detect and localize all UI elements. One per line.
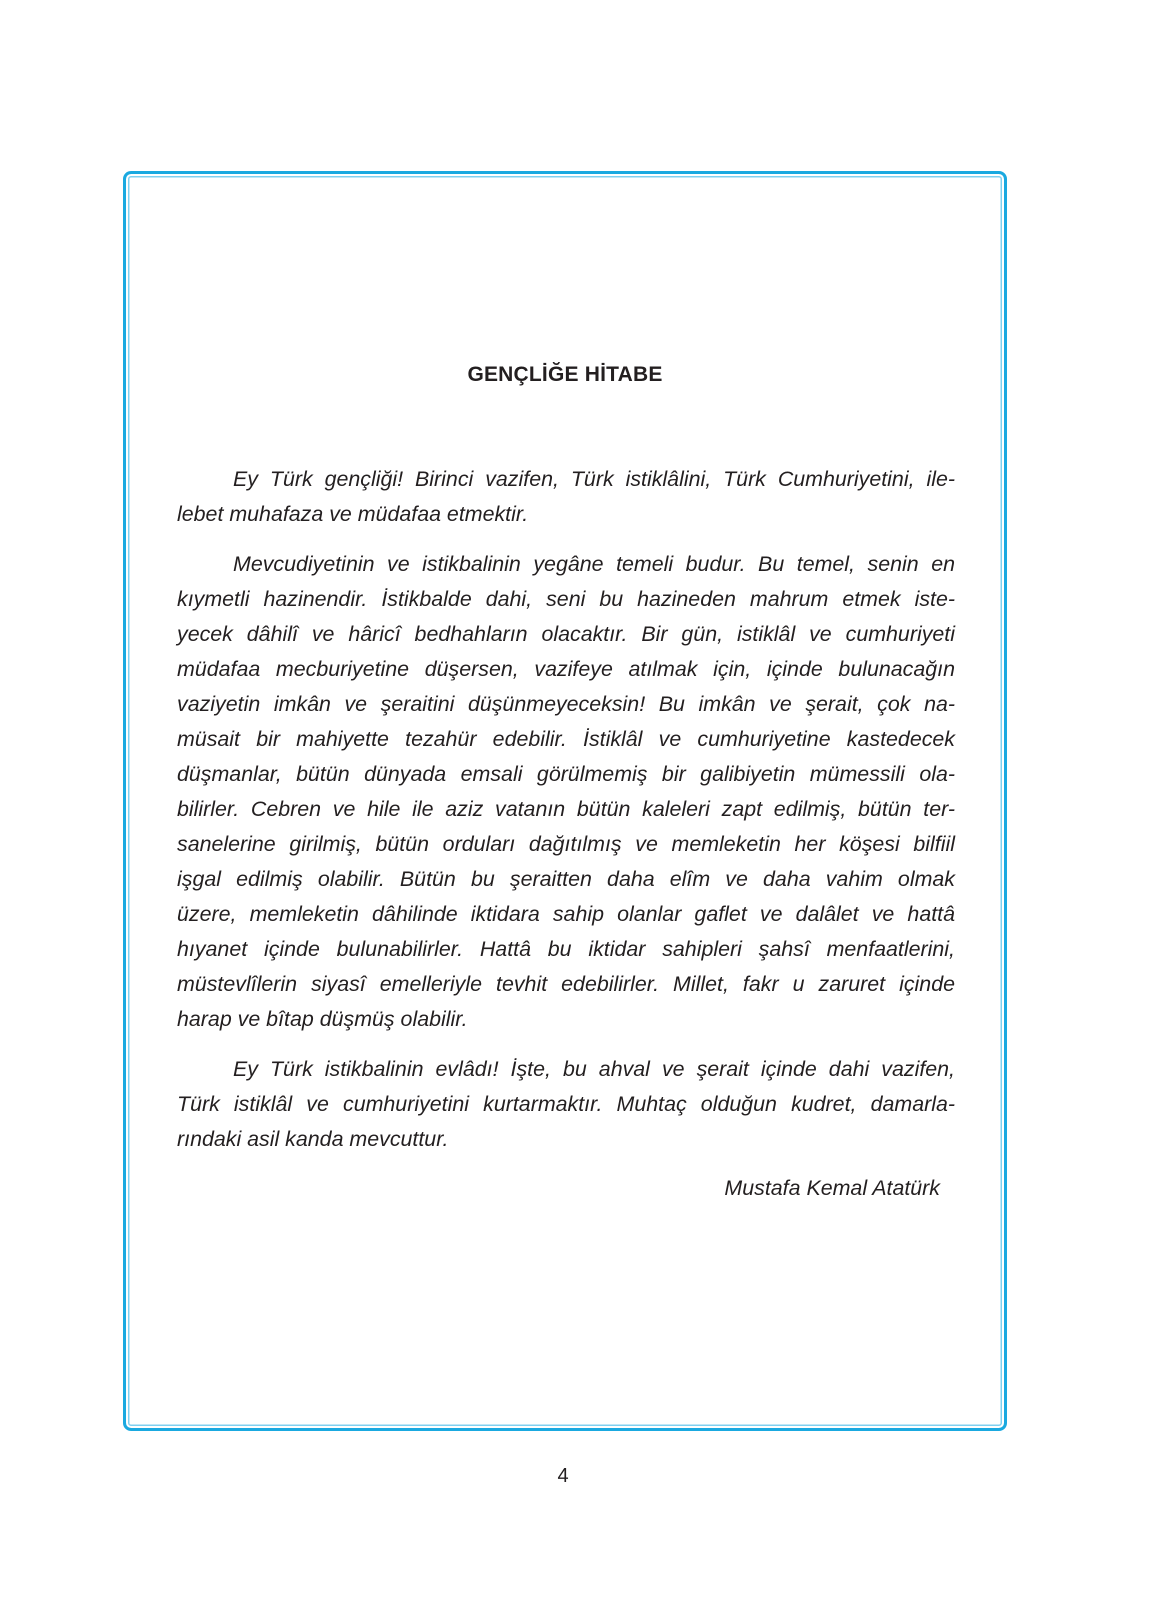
text-line: Türk istiklâl ve cumhuriyetini kurtarmaktır. Muhtaç olduğun kudret, damarla- (177, 1092, 955, 1116)
text-line: müsait bir mahiyette tezahür edebilir. İstiklâl ve cumhuriyetine kastedecek (177, 727, 955, 751)
text-line: rındaki asil kanda mevcuttur. (177, 1127, 449, 1151)
text-line: işgal edilmiş olabilir. Bütün bu şeraitten daha elîm ve daha vahim olmak (177, 867, 955, 891)
text-line: hıyanet içinde bulunabilirler. Hattâ bu iktidar sahipleri şahsî menfaatlerini, (177, 937, 955, 961)
text-line: sanelerine girilmiş, bütün orduları dağıtılmış ve memleketin her köşesi bilfiil (177, 832, 955, 856)
text-line: üzere, memleketin dâhilinde iktidara sahip olanlar gaflet ve dalâlet ve hattâ (177, 902, 955, 926)
text-line: düşmanlar, bütün dünyada emsali görülmemiş bir galibiyetin mümessili ola- (177, 762, 955, 786)
text-line: vaziyetin imkân ve şeraitini düşünmeyeceksin! Bu imkân ve şerait, çok na- (177, 692, 955, 716)
paragraph-2 (177, 547, 955, 1037)
text-line: müstevlîlerin siyasî emelleriyle tevhit edebilirler. Millet, fakr u zaruret içinde (177, 972, 955, 996)
page-number: 4 (557, 1465, 569, 1487)
text-line: harap ve bîtap düşmüş olabilir. (177, 1007, 468, 1031)
paragraph-1 (177, 462, 955, 532)
document-body (177, 462, 955, 1172)
text-line: yecek dâhilî ve hâricî bedhahların olacaktır. Bir gün, istiklâl ve cumhuriyeti (177, 622, 955, 646)
text-line: lebet muhafaza ve müdafaa etmektir. (177, 502, 529, 526)
paragraph-3 (177, 1052, 955, 1157)
signature: Mustafa Kemal Atatürk (724, 1176, 940, 1200)
text-line: bilirler. Cebren ve hile ile aziz vatanın bütün kaleleri zapt edilmiş, bütün ter- (177, 797, 955, 821)
text-line: müdafaa mecburiyetine düşersen, vazifeye atılmak için, içinde bulunacağın (177, 657, 955, 681)
text-line: Mevcudiyetinin ve istikbalinin yegâne temeli budur. Bu temel, senin en (233, 552, 955, 576)
text-line: kıymetli hazinendir. İstikbalde dahi, seni bu hazineden mahrum etmek iste- (177, 587, 955, 611)
text-line: Ey Türk istikbalinin evlâdı! İşte, bu ahval ve şerait içinde dahi vazifen, (233, 1057, 955, 1081)
document-title: GENÇLİĞE HİTABE (467, 363, 663, 386)
text-line: Ey Türk gençliği! Birinci vazifen, Türk istiklâlini, Türk Cumhuriyetini, ile- (233, 467, 955, 491)
